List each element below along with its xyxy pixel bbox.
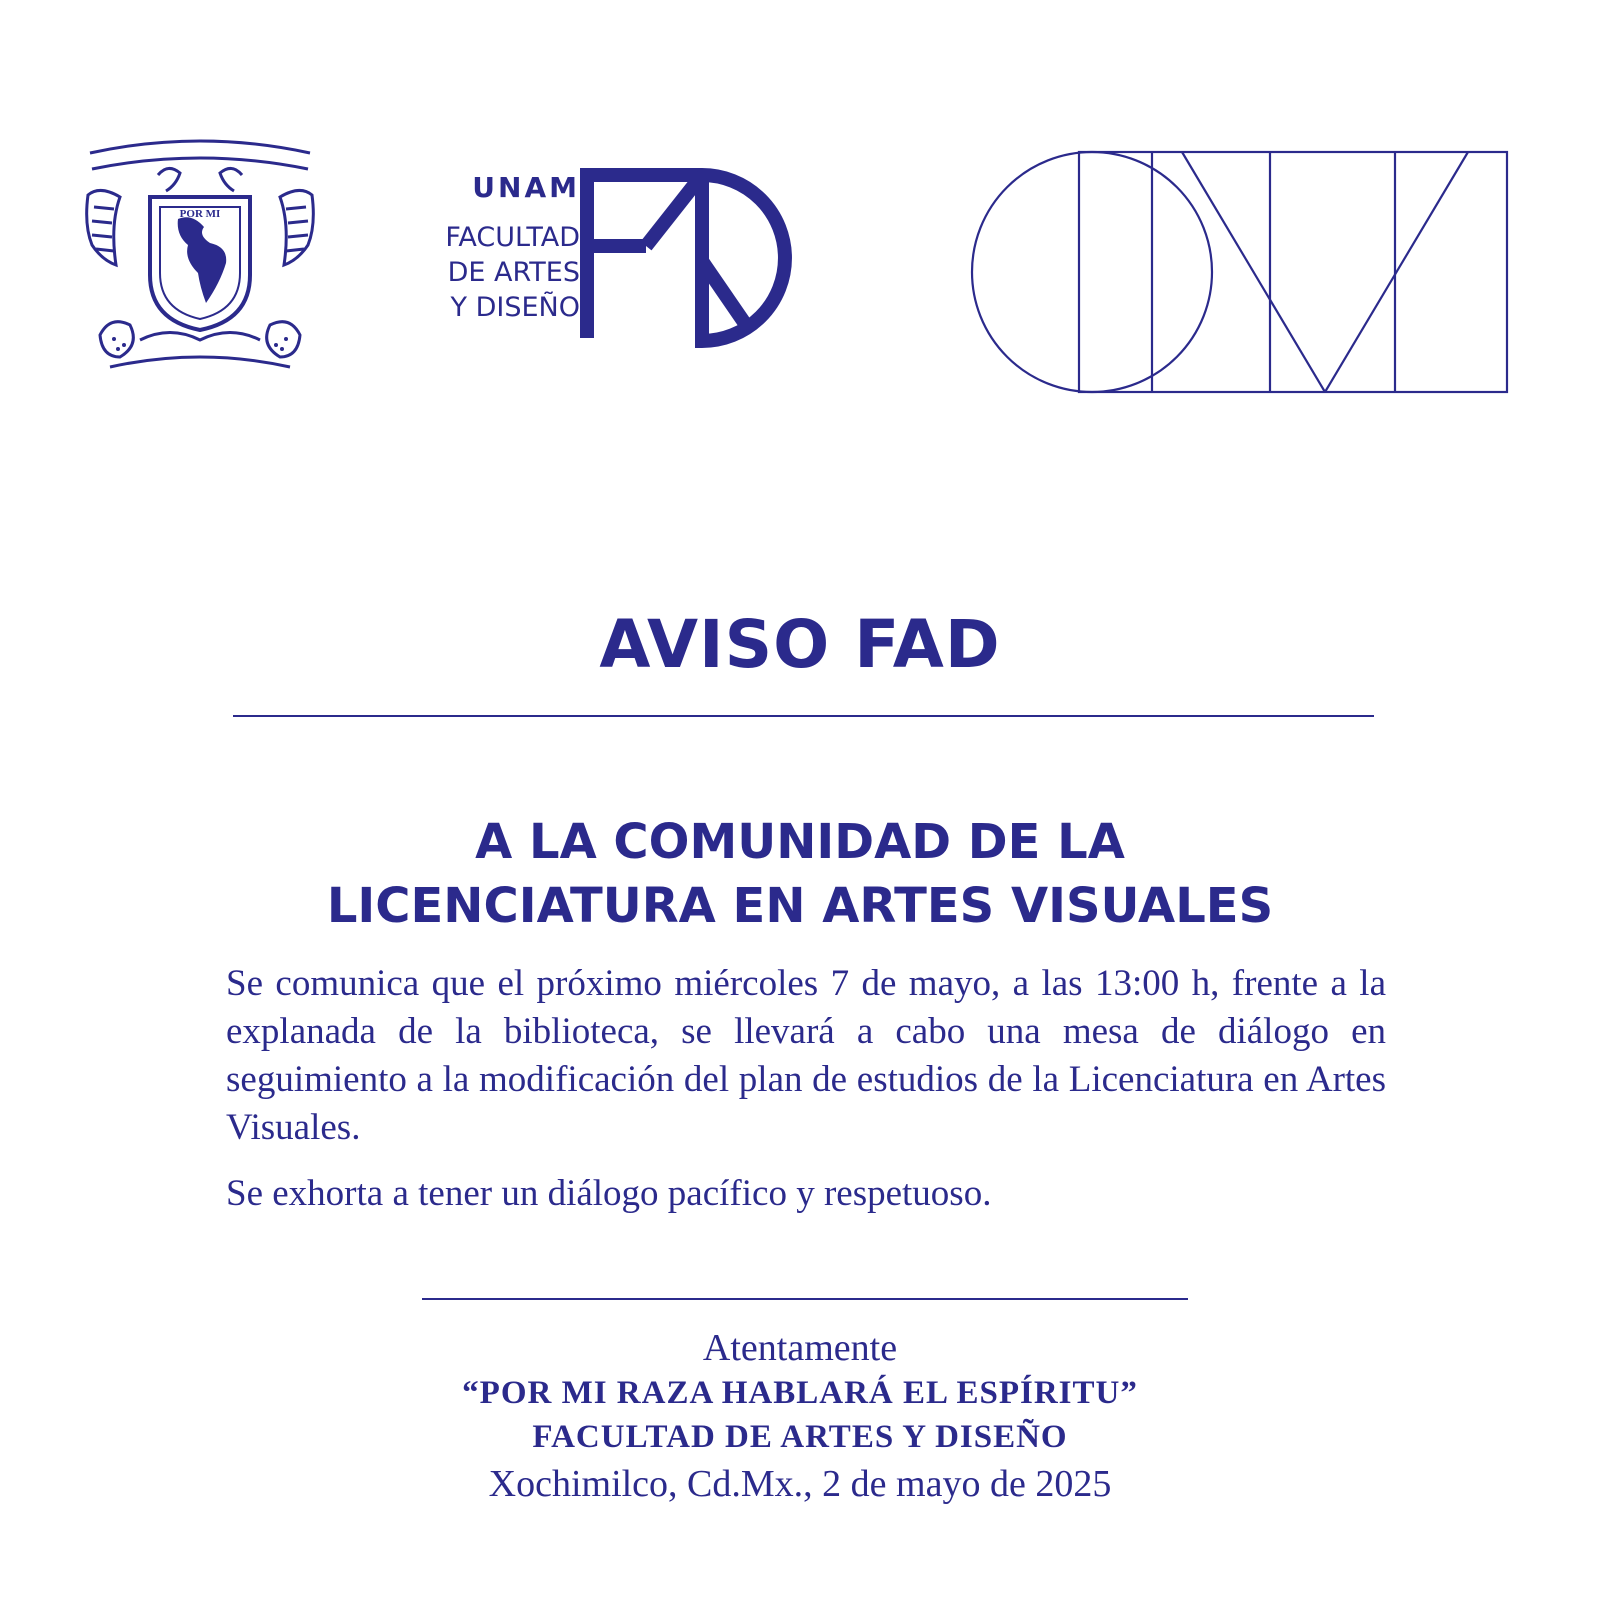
fad-logo-line3: Y DISEÑO [450,292,580,323]
notice-paragraph-1: Se comunica que el próximo miércoles 7 de mayo, a las 13:00 h, frente a la explanada de la biblioteca, se llevará a cabo una mesa de diálogo en seguimiento a la modificación del plan de estudios de la Licenciatura en Artes Visuales. [226,963,1386,1148]
closing-divider [422,1298,1188,1300]
notice-heading [100,810,1500,938]
closing-faculty: FACULTAD DE ARTES Y DISEÑO [532,1419,1068,1455]
fad-logo-mark [580,168,810,348]
seal-motto-top: POR MI [179,208,221,220]
fad-logo-text [380,170,580,325]
notice-title: AVISO FAD [599,606,1001,683]
fad-logo-line1: FACULTAD [445,222,580,253]
heading-line-1: A LA COMUNIDAD DE LA [475,814,1125,870]
closing-regards: Atentamente [702,1327,898,1369]
unam-seal-logo [80,135,320,380]
notice-paragraph-2: Se exhorta a tener un diálogo pacífico y respetuoso. [226,1173,992,1214]
avm-geometric-logo [970,150,1510,395]
closing-block [0,1325,1600,1509]
notice-body [226,960,1386,1218]
closing-place-date: Xochimilco, Cd.Mx., 2 de mayo de 2025 [488,1463,1112,1505]
closing-motto: “POR MI RAZA HABLARÁ EL ESPÍRITU” [462,1375,1138,1411]
fad-logo-unam: UNAM [472,171,580,204]
heading-line-2: LICENCIATURA EN ARTES VISUALES [326,878,1274,934]
fad-logo-line2: DE ARTES [447,257,580,288]
title-divider [233,715,1374,717]
